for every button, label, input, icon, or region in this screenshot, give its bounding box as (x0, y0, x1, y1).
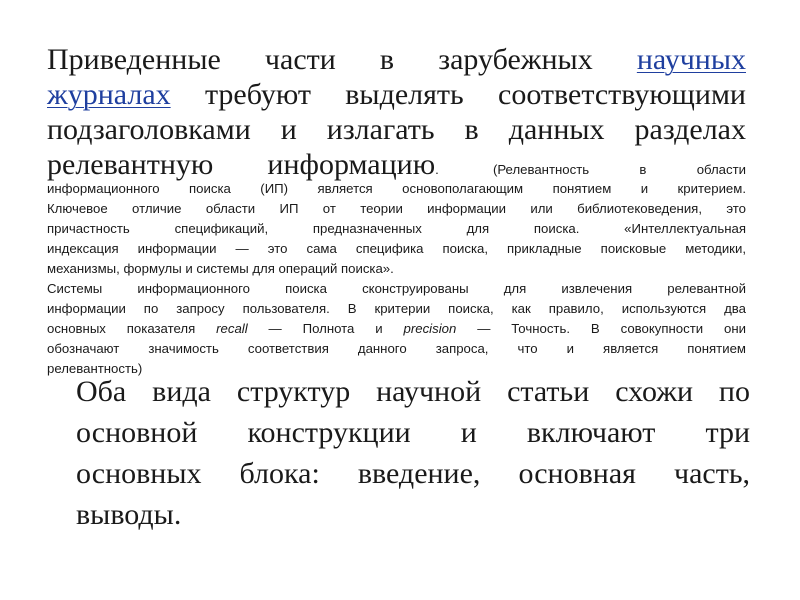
note-line-4: причастность спецификаций, предназначенных для поиска. «Интеллектуальная (47, 221, 746, 236)
paragraph-structure-line-1: Оба вида структур научной статьи схожи по (76, 375, 750, 408)
paragraph-intro (47, 42, 746, 379)
note-line-11: релевантность) (47, 361, 143, 376)
note-line-7: Системы информационного поиска сконструированы для извлечения релевантной (47, 281, 746, 296)
note-line-9-post: — Точность. В совокупности они (477, 321, 746, 336)
paragraph-intro-line-4-text: релевантную информацию (47, 148, 436, 181)
link-scientific-journals-part1[interactable]: научных (636, 43, 746, 76)
term-recall: recall (216, 321, 248, 336)
paragraph-intro-line-4-dot: . (435, 162, 439, 177)
paragraph-intro-line-3: подзаголовками и излагать в данных разделах (47, 113, 746, 146)
note-line-10: обозначают значимость соответствия данного запроса, что и является понятием (47, 341, 746, 356)
term-precision: precision (403, 321, 457, 336)
relevance-note (47, 179, 746, 379)
paragraph-structure-line-4: выводы. (76, 498, 182, 531)
paragraph-intro-line-2-text: требуют выделять соответствующими (204, 78, 746, 111)
paragraph-structure-line-3: основных блока: введение, основная часть, (76, 457, 750, 490)
note-line-5: индексация информации — это сама специфика поиска, прикладные поисковые методики, (47, 241, 746, 256)
paragraph-intro-line-1 (47, 42, 746, 77)
paragraph-structure-line-2: основной конструкции и включают три (76, 416, 750, 449)
paragraph-intro-line-2 (47, 77, 746, 112)
note-line-8: информации по запросу пользователя. В критерии поиска, как правило, используются два (47, 301, 746, 316)
link-scientific-journals-part2[interactable]: журналах (47, 78, 171, 111)
note-line-6: механизмы, формулы и системы для операций поиска». (47, 261, 394, 276)
paragraph-intro-line-4 (47, 147, 746, 182)
note-line-9-pre: основных показателя (47, 321, 196, 336)
note-line-9-mid: — Полнота и (268, 321, 383, 336)
paragraph-intro-line-1-text: Приведенные части в зарубежных (47, 43, 593, 76)
paragraph-structure (76, 371, 750, 535)
note-line-1: (Релевантность в области (492, 162, 747, 177)
note-line-9 (47, 319, 746, 339)
note-line-3: Ключевое отличие области ИП от теории информации или библиотековедения, это (47, 201, 746, 216)
note-line-2: информационного поиска (ИП) является основополагающим понятием и критерием. (47, 181, 746, 196)
